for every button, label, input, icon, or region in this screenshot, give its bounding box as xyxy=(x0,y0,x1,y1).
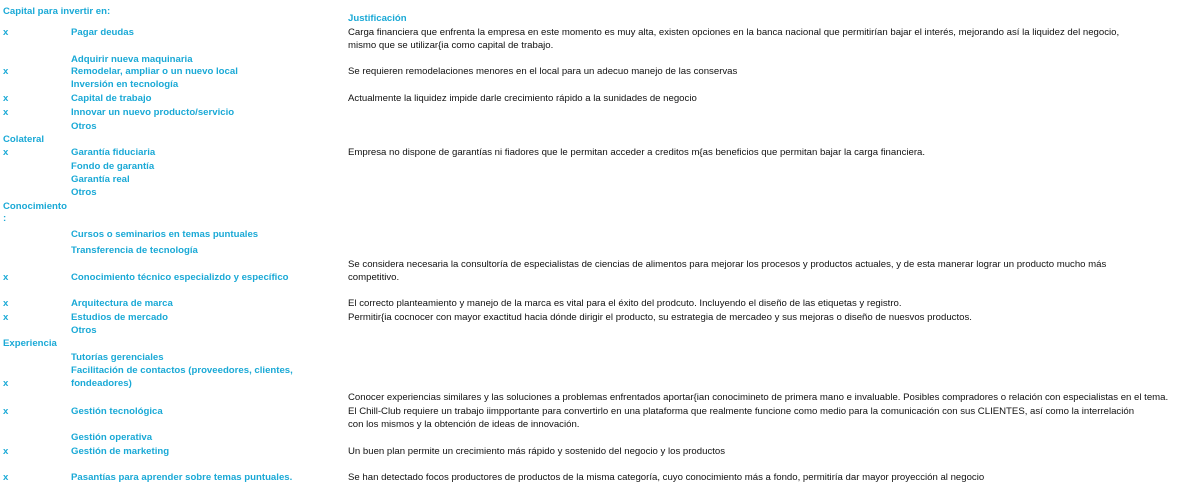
item-adquirir-maquinaria: Adquirir nueva maquinaria xyxy=(71,54,193,65)
capital-section-header: Capital para invertir en: xyxy=(3,6,111,17)
justification-pasantias: Se han detectado focos productores de productos de la misma categoría, cuyo conocimiento más a fondo, permitiría dar mayor proyección al negocio xyxy=(348,472,985,483)
mark-gestion-tecnologica: x xyxy=(3,406,9,417)
item-cursos: Cursos o seminarios en temas puntuales xyxy=(71,229,259,240)
mark-pagar-deudas: x xyxy=(3,27,9,38)
mark-innovar: x xyxy=(3,107,9,118)
justification-arquitectura-marca: El correcto planteamiento y manejo de la marca es vital para el éxito del prodcuto. Incluyendo el diseño de las etiquetas y registro. xyxy=(348,298,902,309)
item-capital-trabajo: Capital de trabajo xyxy=(71,93,152,104)
justification-pagar-deudas: Carga financiera que enfrenta la empresa en este momento es muy alta, existen opciones en la banca nacional que permitirían bajar el interés, mejorando así la liquidez del negocio, mismo que se utilizar{ia como capital de trabajo. xyxy=(348,27,1120,51)
item-estudios-mercado: Estudios de mercado xyxy=(71,312,169,323)
item-arquitectura-marca: Arquitectura de marca xyxy=(71,298,173,309)
justification-remodelar: Se requieren remodelaciones menores en el local para un adecuo manejo de las conservas xyxy=(348,66,738,77)
item-pagar-deudas: Pagar deudas xyxy=(71,27,134,38)
conocimiento-colon: : xyxy=(3,213,7,224)
item-facilitacion-line1: Facilitación de contactos (proveedores, clientes, xyxy=(71,365,293,376)
experiencia-section-header: Experiencia xyxy=(3,338,57,349)
item-gestion-operativa: Gestión operativa xyxy=(71,432,153,443)
justification-estudios-mercado: Permitir{ia cocnocer con mayor exactitud hacia dónde dirigir el producto, su estrategia de mercadeo y sus mejoras o diseño de nuesvos productos. xyxy=(348,312,972,323)
item-garantia-fiduciaria: Garantía fiduciaria xyxy=(71,147,156,158)
mark-gestion-marketing: x xyxy=(3,446,9,457)
item-transferencia: Transferencia de tecnología xyxy=(71,245,198,256)
mark-estudios-mercado: x xyxy=(3,312,9,323)
mark-facilitacion: x xyxy=(3,378,9,389)
justification-capital-trabajo: Actualmente la liquidez impide darle crecimiento rápido a la sunidades de negocio xyxy=(348,93,697,104)
justification-header: Justificación xyxy=(348,13,407,24)
justification-gestion-marketing: Un buen plan permite un crecimiento más rápido y sostenido del negocio y los productos xyxy=(348,446,726,457)
item-pasantias: Pasantías para aprender sobre temas puntuales. xyxy=(71,472,293,483)
mark-capital-trabajo: x xyxy=(3,93,9,104)
item-facilitacion-line2: fondeadores) xyxy=(71,378,132,389)
item-fondo-garantia: Fondo de garantía xyxy=(71,161,155,172)
mark-remodelar: x xyxy=(3,66,9,77)
item-remodelar: Remodelar, ampliar o un nuevo local xyxy=(71,66,238,77)
justification-garantia-fiduciaria: Empresa no dispone de garantías ni fiadores que le permitan acceder a creditos m{as beneficios que permitan bajar la carga financiera. xyxy=(348,147,926,158)
mark-pasantias: x xyxy=(3,472,9,483)
colateral-section-header: Colateral xyxy=(3,134,45,145)
item-otros-capital: Otros xyxy=(71,121,97,132)
item-innovar: Innovar un nuevo producto/servicio xyxy=(71,107,235,118)
item-gestion-marketing: Gestión de marketing xyxy=(71,446,170,457)
item-otros-conocimiento: Otros xyxy=(71,325,97,336)
mark-conocimiento-tecnico: x xyxy=(3,272,9,283)
justification-gestion-tecnologica: El Chill-Club requiere un trabajo iimpportante para convertirlo en una plataforma que realmente funcione como medio para la comunicación con sus CLIENTES, así como la interrelación con los mismos y la obtención de ideas de innovación. xyxy=(348,406,1135,430)
justification-facilitacion: Conocer experiencias similares y las soluciones a problemas enfrentados aportar{ian conocimineto de primera mano e invaluable. Posibles compradores o relación con especialistas en el tema. xyxy=(348,392,1169,403)
item-inversion-tecnologia: Inversión en tecnología xyxy=(71,79,179,90)
mark-garantia-fiduciaria: x xyxy=(3,147,9,158)
item-tutorias: Tutorías gerenciales xyxy=(71,352,164,363)
mark-arquitectura-marca: x xyxy=(3,298,9,309)
item-garantia-real: Garantía real xyxy=(71,174,130,185)
item-conocimiento-tecnico: Conocimiento técnico especializdo y específico xyxy=(71,272,289,283)
justification-conocimiento-tecnico: Se considera necesaria la consultoría de especialistas de ciencias de alimentos para mejorar los procesos y productos actuales, y de esta manerar lograr un producto mucho más competitivo. xyxy=(348,259,1107,283)
item-otros-colateral: Otros xyxy=(71,187,97,198)
conocimiento-section-header: Conocimiento xyxy=(3,201,67,212)
item-gestion-tecnologica: Gestión tecnológica xyxy=(71,406,163,417)
